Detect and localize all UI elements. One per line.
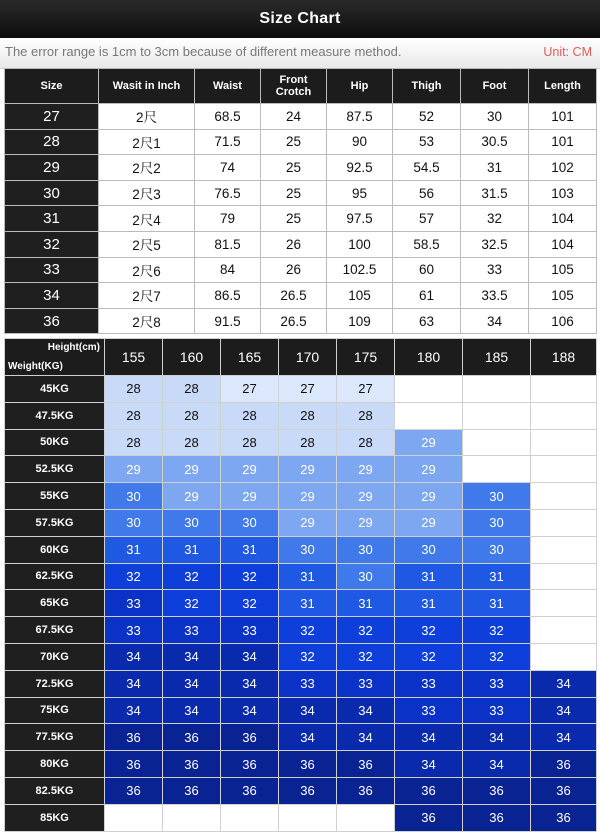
size-cell: 33.5 [461,283,529,309]
size-cell: 106 [529,308,597,334]
fit-cell: 36 [221,751,279,778]
size-cell: 95 [327,180,393,206]
size-cell: 31 [461,155,529,181]
title-bar [0,0,600,38]
fit-cell: 34 [463,751,531,778]
fit-cell: 27 [279,376,337,403]
fit-cell: 29 [337,456,395,483]
size-cell: 61 [393,283,461,309]
size-label: 30 [5,180,99,206]
fit-cell [531,563,597,590]
size-cell: 104 [529,206,597,232]
fit-row [5,804,597,831]
size-cell: 30 [461,104,529,130]
header-foot: Foot [461,69,529,104]
fit-cell: 29 [105,456,163,483]
fit-cell [463,429,531,456]
fit-cell: 28 [163,402,221,429]
fit-cell: 30 [105,509,163,536]
fit-cell: 30 [337,563,395,590]
fit-row [5,536,597,563]
size-cell: 86.5 [195,283,261,309]
fit-table-corner [5,339,105,376]
size-row [5,257,597,283]
fit-cell: 34 [337,724,395,751]
size-cell: 25 [261,180,327,206]
fit-cell: 33 [279,670,337,697]
fit-cell [395,376,463,403]
fit-cell: 29 [163,483,221,510]
size-cell: 58.5 [393,231,461,257]
height-header: 170 [279,339,337,376]
fit-cell [531,536,597,563]
fit-cell: 28 [105,376,163,403]
fit-row [5,590,597,617]
fit-cell: 32 [463,617,531,644]
fit-cell: 36 [463,804,531,831]
page-title: Size Chart [259,10,341,27]
fit-cell: 32 [221,563,279,590]
size-cell: 100 [327,231,393,257]
fit-cell: 34 [221,697,279,724]
size-cell: 32 [461,206,529,232]
size-label: 36 [5,308,99,334]
fit-cell: 29 [279,456,337,483]
fit-cell: 28 [163,376,221,403]
weight-axis-label: Weight(KG) [8,361,63,372]
fit-cell: 31 [463,563,531,590]
weight-label: 47.5KG [5,402,105,429]
fit-cell: 29 [163,456,221,483]
fit-cell: 36 [163,724,221,751]
size-cell: 25 [261,129,327,155]
fit-cell: 29 [337,483,395,510]
fit-cell: 36 [463,777,531,804]
size-cell: 101 [529,129,597,155]
fit-cell: 33 [105,590,163,617]
size-cell: 60 [393,257,461,283]
size-cell: 26 [261,231,327,257]
height-header: 155 [105,339,163,376]
fit-cell: 30 [463,509,531,536]
size-label: 29 [5,155,99,181]
header-size: Size [5,69,99,104]
fit-row [5,617,597,644]
fit-cell: 31 [163,536,221,563]
note-bar [0,38,600,69]
weight-label: 52.5KG [5,456,105,483]
size-cell: 57 [393,206,461,232]
header-hip: Hip [327,69,393,104]
size-cell: 79 [195,206,261,232]
height-header: 188 [531,339,597,376]
size-cell: 31.5 [461,180,529,206]
size-cell: 2尺7 [99,283,195,309]
fit-cell: 32 [463,643,531,670]
size-cell: 84 [195,257,261,283]
fit-cell: 36 [279,751,337,778]
size-cell: 2尺 [99,104,195,130]
fit-cell: 34 [105,643,163,670]
size-row [5,104,597,130]
size-table-body [5,104,597,334]
size-cell: 2尺5 [99,231,195,257]
size-cell: 26.5 [261,308,327,334]
fit-cell: 27 [221,376,279,403]
fit-table [4,338,597,832]
fit-cell [531,483,597,510]
size-cell: 87.5 [327,104,393,130]
fit-cell: 34 [105,697,163,724]
fit-cell: 33 [337,670,395,697]
weight-label: 85KG [5,804,105,831]
fit-cell: 30 [463,483,531,510]
fit-cell [531,617,597,644]
fit-cell: 31 [337,590,395,617]
size-cell: 52 [393,104,461,130]
weight-label: 67.5KG [5,617,105,644]
fit-cell: 36 [531,751,597,778]
weight-label: 45KG [5,376,105,403]
fit-row [5,777,597,804]
size-cell: 63 [393,308,461,334]
fit-row [5,456,597,483]
fit-cell [463,456,531,483]
size-cell: 68.5 [195,104,261,130]
fit-cell [531,590,597,617]
fit-cell [279,804,337,831]
fit-cell: 30 [337,536,395,563]
fit-cell: 29 [395,509,463,536]
size-cell: 71.5 [195,129,261,155]
fit-row [5,697,597,724]
fit-cell: 34 [221,670,279,697]
fit-cell: 34 [221,643,279,670]
fit-cell [395,402,463,429]
fit-cell: 36 [221,724,279,751]
size-cell: 105 [327,283,393,309]
size-label: 28 [5,129,99,155]
fit-cell [163,804,221,831]
fit-cell: 28 [279,402,337,429]
fit-cell: 28 [105,402,163,429]
fit-cell: 33 [221,617,279,644]
size-cell: 33 [461,257,529,283]
fit-cell: 32 [395,643,463,670]
weight-label: 65KG [5,590,105,617]
fit-table-header [5,339,597,376]
weight-label: 75KG [5,697,105,724]
weight-label: 82.5KG [5,777,105,804]
size-cell: 30.5 [461,129,529,155]
size-cell: 2尺4 [99,206,195,232]
height-header: 165 [221,339,279,376]
fit-cell: 28 [105,429,163,456]
fit-cell: 28 [221,429,279,456]
size-cell: 26 [261,257,327,283]
fit-row [5,670,597,697]
size-cell: 97.5 [327,206,393,232]
fit-cell: 34 [395,724,463,751]
fit-cell [531,376,597,403]
fit-cell: 34 [163,697,221,724]
fit-cell: 29 [279,483,337,510]
fit-cell: 32 [163,590,221,617]
fit-cell: 33 [463,670,531,697]
fit-cell: 30 [395,536,463,563]
size-label: 34 [5,283,99,309]
fit-cell: 32 [395,617,463,644]
fit-cell: 36 [531,777,597,804]
size-cell: 102.5 [327,257,393,283]
fit-cell: 30 [279,536,337,563]
size-cell: 54.5 [393,155,461,181]
fit-cell: 36 [163,777,221,804]
size-cell: 109 [327,308,393,334]
size-cell: 104 [529,231,597,257]
fit-cell: 34 [279,697,337,724]
fit-cell: 36 [395,804,463,831]
size-label: 33 [5,257,99,283]
fit-row [5,376,597,403]
size-cell: 92.5 [327,155,393,181]
fit-cell: 34 [163,670,221,697]
fit-cell: 30 [105,483,163,510]
weight-label: 62.5KG [5,563,105,590]
fit-row [5,483,597,510]
size-cell: 81.5 [195,231,261,257]
fit-cell: 29 [221,456,279,483]
fit-cell: 32 [337,643,395,670]
size-row [5,231,597,257]
fit-cell: 34 [163,643,221,670]
fit-cell [531,509,597,536]
fit-cell [531,402,597,429]
header-waist-inch: Wasit in Inch [99,69,195,104]
size-cell: 2尺6 [99,257,195,283]
size-cell: 34 [461,308,529,334]
fit-cell: 32 [163,563,221,590]
fit-cell: 32 [279,617,337,644]
size-cell: 2尺2 [99,155,195,181]
fit-cell [463,402,531,429]
fit-cell: 30 [163,509,221,536]
size-cell: 101 [529,104,597,130]
height-header: 160 [163,339,221,376]
fit-cell [531,429,597,456]
fit-cell: 36 [221,777,279,804]
height-header: 185 [463,339,531,376]
size-cell: 2尺3 [99,180,195,206]
size-cell: 103 [529,180,597,206]
size-cell: 53 [393,129,461,155]
size-cell: 2尺1 [99,129,195,155]
fit-cell: 27 [337,376,395,403]
fit-cell: 36 [105,751,163,778]
size-cell: 105 [529,257,597,283]
fit-cell: 34 [531,724,597,751]
fit-cell: 34 [279,724,337,751]
size-cell: 102 [529,155,597,181]
fit-cell: 32 [337,617,395,644]
size-row [5,206,597,232]
fit-cell: 36 [105,777,163,804]
fit-cell: 30 [221,509,279,536]
fit-cell: 29 [395,483,463,510]
weight-label: 77.5KG [5,724,105,751]
size-cell: 105 [529,283,597,309]
size-table [4,68,597,334]
size-cell: 90 [327,129,393,155]
fit-cell: 36 [337,751,395,778]
size-table-header [5,69,597,104]
fit-cell: 28 [221,402,279,429]
weight-label: 60KG [5,536,105,563]
size-row [5,283,597,309]
size-label: 31 [5,206,99,232]
size-row [5,308,597,334]
fit-cell: 34 [463,724,531,751]
fit-row [5,563,597,590]
weight-label: 55KG [5,483,105,510]
weight-label: 57.5KG [5,509,105,536]
weight-label: 70KG [5,643,105,670]
size-cell: 91.5 [195,308,261,334]
fit-cell: 31 [105,536,163,563]
fit-cell: 34 [337,697,395,724]
size-row [5,155,597,181]
fit-cell: 33 [163,617,221,644]
fit-cell: 36 [105,724,163,751]
fit-cell [463,376,531,403]
fit-cell: 32 [105,563,163,590]
fit-cell: 34 [531,697,597,724]
fit-cell: 31 [279,590,337,617]
height-header: 180 [395,339,463,376]
size-label: 32 [5,231,99,257]
fit-cell: 28 [337,429,395,456]
fit-cell: 34 [395,751,463,778]
size-cell: 32.5 [461,231,529,257]
weight-label: 72.5KG [5,670,105,697]
fit-cell: 33 [105,617,163,644]
fit-cell: 28 [279,429,337,456]
fit-cell [531,456,597,483]
weight-label: 50KG [5,429,105,456]
fit-cell: 30 [463,536,531,563]
fit-cell: 33 [395,697,463,724]
fit-table-body [5,376,597,832]
size-row [5,129,597,155]
fit-row [5,643,597,670]
fit-cell: 33 [395,670,463,697]
fit-cell: 31 [395,563,463,590]
size-label: 27 [5,104,99,130]
fit-cell [221,804,279,831]
fit-cell: 29 [395,429,463,456]
size-cell: 76.5 [195,180,261,206]
fit-row [5,724,597,751]
fit-cell [337,804,395,831]
measure-note: The error range is 1cm to 3cm because of different measure method. [5,44,402,59]
fit-cell: 36 [395,777,463,804]
fit-cell: 31 [463,590,531,617]
fit-row [5,751,597,778]
header-waist: Waist [195,69,261,104]
fit-cell: 34 [531,670,597,697]
size-cell: 2尺8 [99,308,195,334]
size-cell: 25 [261,155,327,181]
fit-cell [531,643,597,670]
fit-cell [105,804,163,831]
size-cell: 24 [261,104,327,130]
fit-cell: 34 [105,670,163,697]
fit-row [5,402,597,429]
height-header: 175 [337,339,395,376]
fit-cell: 29 [279,509,337,536]
fit-cell: 36 [531,804,597,831]
height-axis-label: Height(cm) [47,342,100,353]
fit-cell: 31 [279,563,337,590]
fit-cell: 33 [463,697,531,724]
fit-cell: 28 [163,429,221,456]
size-cell: 26.5 [261,283,327,309]
fit-cell: 31 [395,590,463,617]
size-cell: 25 [261,206,327,232]
fit-row [5,429,597,456]
fit-row [5,509,597,536]
size-row [5,180,597,206]
unit-label: Unit: CM [543,45,592,59]
fit-cell: 29 [221,483,279,510]
header-thigh: Thigh [393,69,461,104]
fit-cell: 36 [163,751,221,778]
fit-cell: 29 [337,509,395,536]
fit-cell: 36 [279,777,337,804]
fit-cell: 32 [279,643,337,670]
header-front-crotch: Front Crotch [261,69,327,104]
fit-cell: 31 [221,536,279,563]
fit-cell: 29 [395,456,463,483]
weight-label: 80KG [5,751,105,778]
fit-cell: 32 [221,590,279,617]
header-length: Length [529,69,597,104]
size-cell: 74 [195,155,261,181]
size-cell: 56 [393,180,461,206]
fit-cell: 36 [337,777,395,804]
fit-cell: 28 [337,402,395,429]
